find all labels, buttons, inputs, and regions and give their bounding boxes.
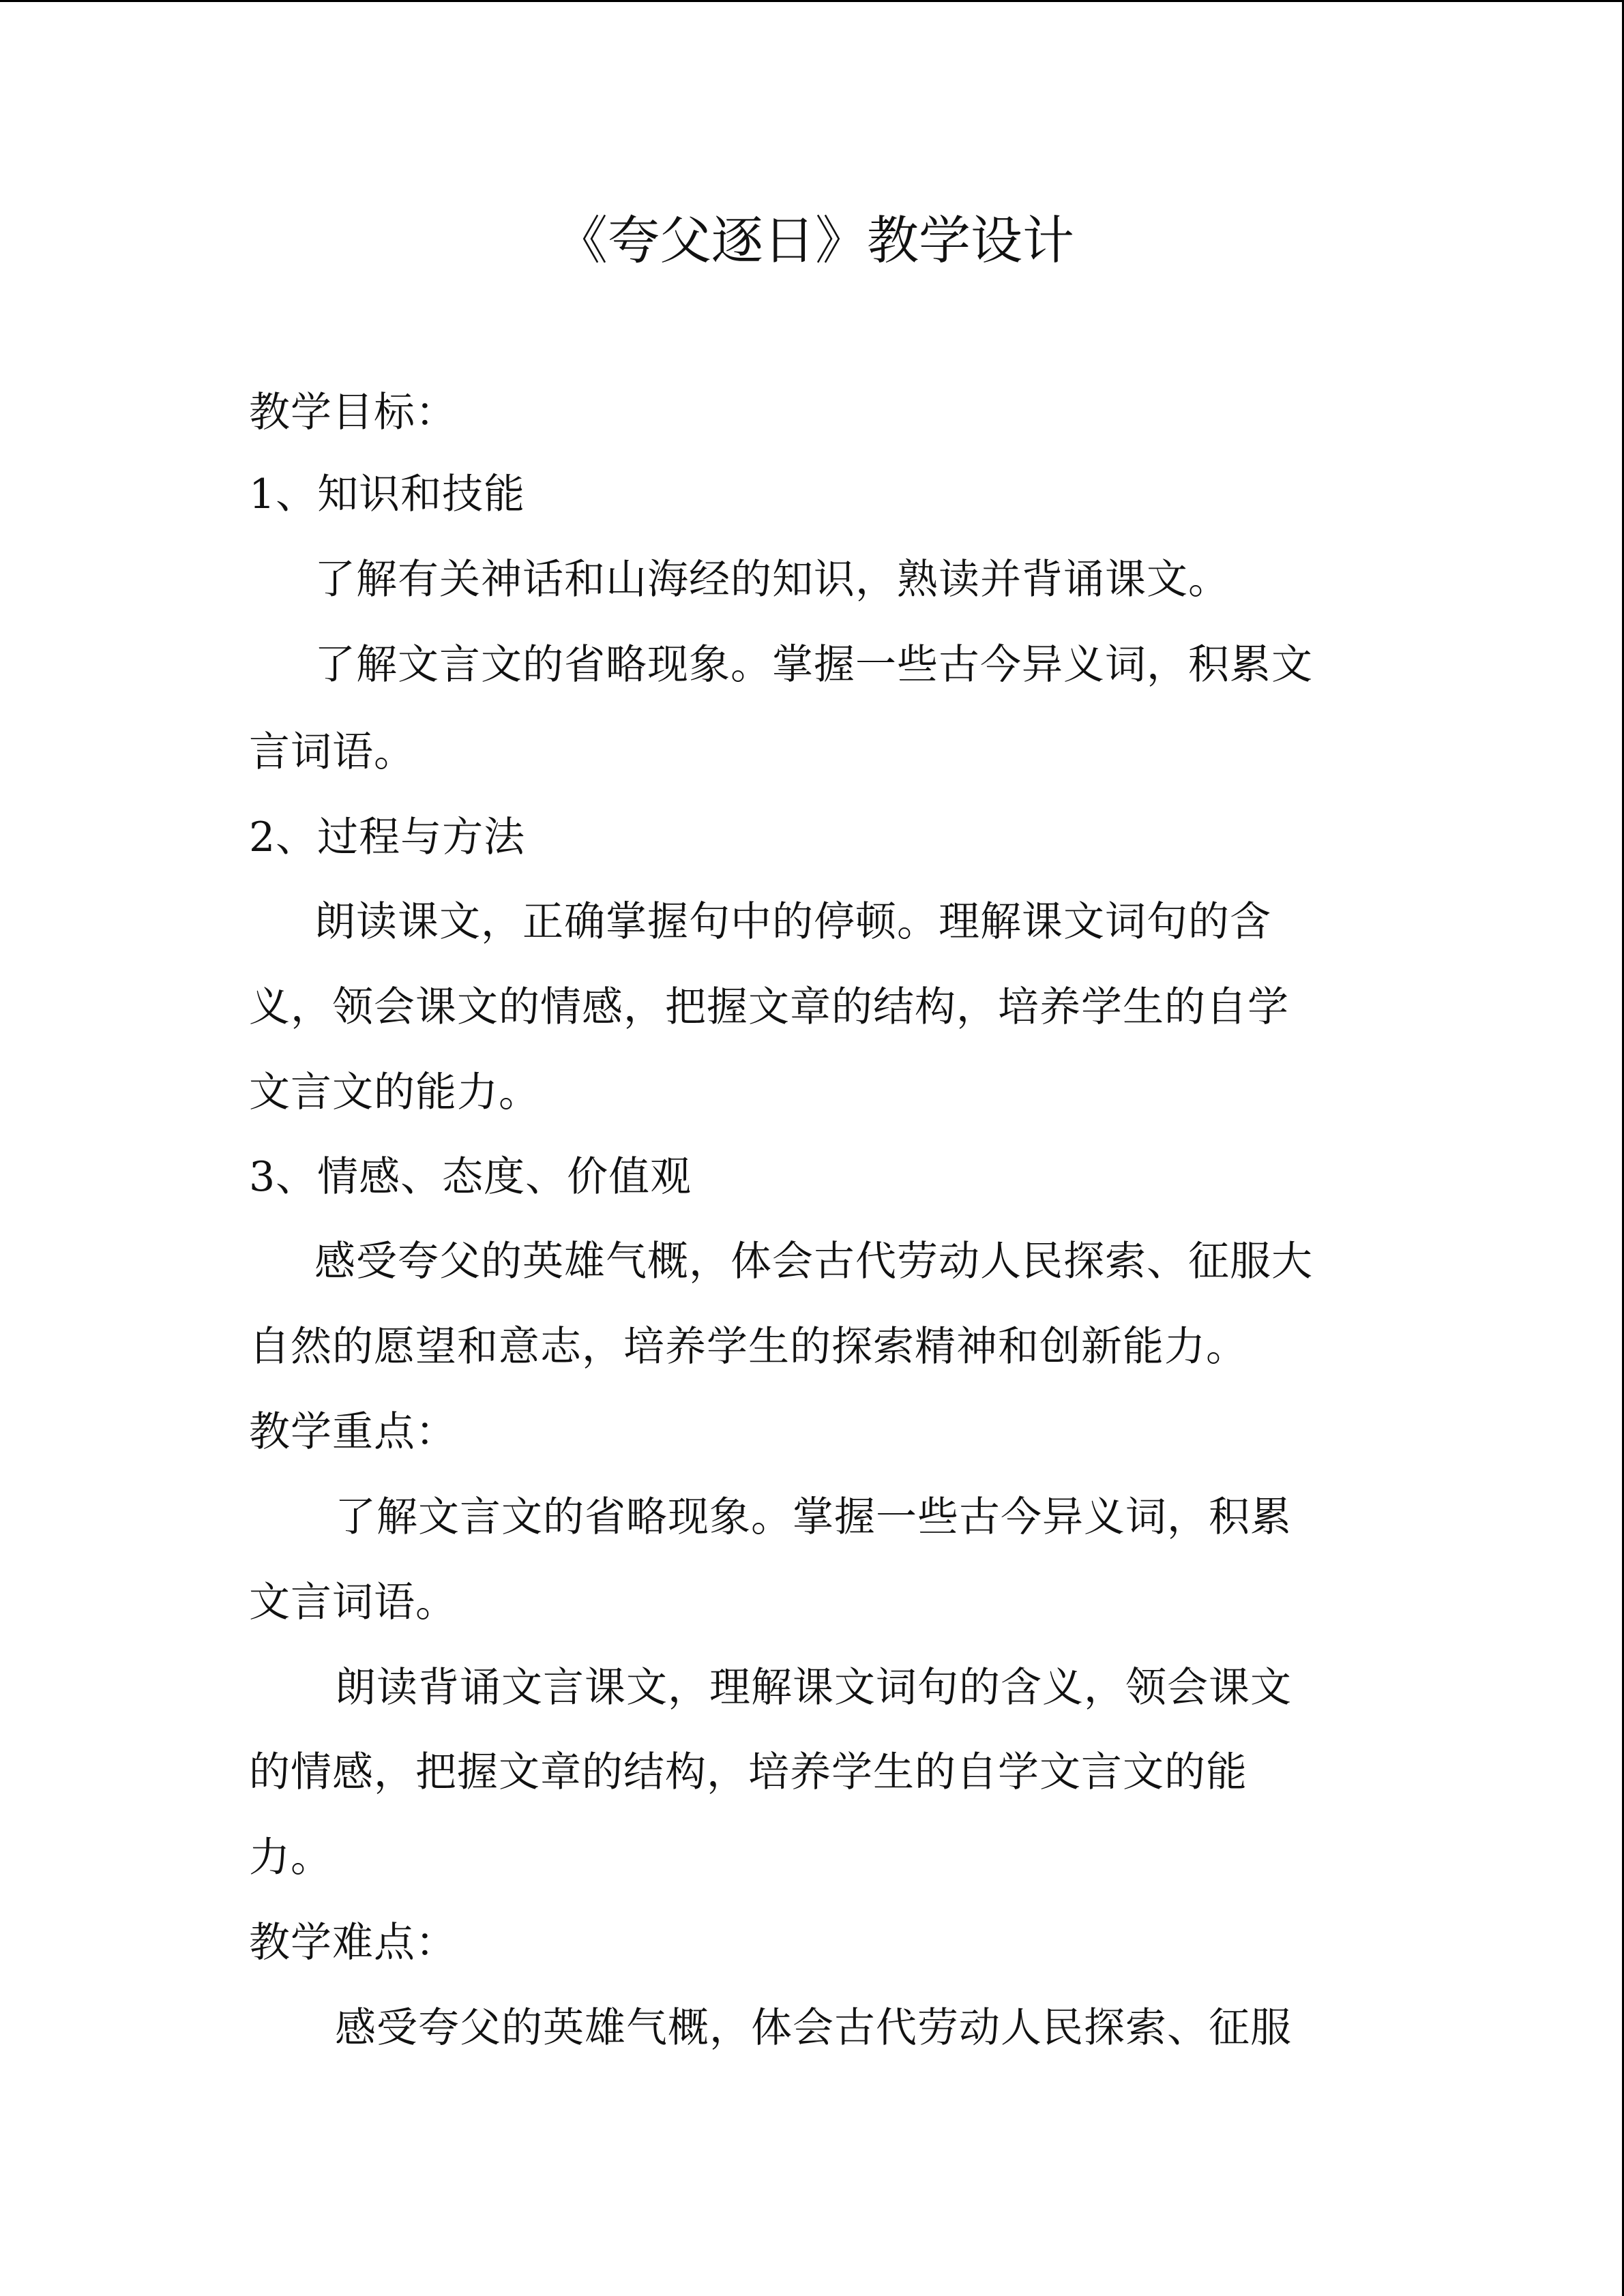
paragraph-line: 感受夸父的英雄气概，体会古代劳动人民探索、征服: [335, 2004, 1292, 2052]
paragraph-line: 力。: [249, 1834, 332, 1881]
page-top-border: [0, 0, 1624, 2]
paragraph-line: 文言文的能力。: [249, 1069, 540, 1116]
paragraph-line: 朗读课文，正确掌握句中的停顿。理解课文词句的含: [314, 898, 1271, 946]
key-points-heading: 教学重点：: [249, 1408, 457, 1456]
paragraph-line: 了解有关神话和山海经的知识，熟读并背诵课文。: [314, 556, 1230, 603]
paragraph-line: 文言词语。: [249, 1579, 457, 1626]
paragraph-line: 义，领会课文的情感，把握文章的结构，培养学生的自学: [249, 983, 1289, 1031]
paragraph-line: 了解文言文的省略现象。掌握一些古今异义词，积累: [335, 1493, 1292, 1541]
paragraph-line: 了解文言文的省略现象。掌握一些古今异义词，积累文: [314, 641, 1313, 689]
paragraph-line: 朗读背诵文言课文，理解课文词句的含义，领会课文: [335, 1664, 1292, 1712]
difficulty-heading: 教学难点：: [249, 1919, 457, 1967]
paragraph-line: 感受夸父的英雄气概，体会古代劳动人民探索、征服大: [314, 1238, 1313, 1285]
section3-heading: 3、情感、态度、价值观: [249, 1153, 692, 1201]
paragraph-line: 言词语。: [249, 728, 415, 776]
section2-heading: 2、过程与方法: [249, 814, 526, 861]
paragraph-line: 的情感，把握文章的结构，培养学生的自学文言文的能: [249, 1748, 1247, 1796]
section1-heading: 1、知识和技能: [249, 471, 526, 518]
paragraph-line: 自然的愿望和意志，培养学生的探索精神和创新能力。: [249, 1323, 1247, 1371]
goals-heading: 教学目标：: [249, 389, 457, 436]
document-title: 《夸父逐日》教学设计: [556, 210, 1074, 271]
